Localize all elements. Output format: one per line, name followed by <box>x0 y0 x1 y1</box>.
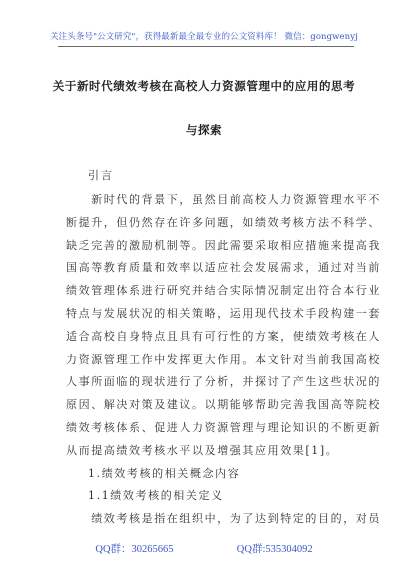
paragraph-line: 人事所面临的现状进行了分析，并探讨了产生这些状况的 <box>66 375 381 389</box>
paragraph-line: 原因、解决对策及建议。以期能够帮助完善我国高等院校 <box>66 398 381 412</box>
section-1-1-heading: 1.1绩效考核的相关定义 <box>88 489 224 503</box>
paragraph-line: 绩效考核是指在组织中，为了达到特定的目的，对员 <box>66 512 381 526</box>
footer-qq-group-2: QQ群:535304092 <box>236 544 313 555</box>
paragraph-line: 从而提高绩效考核水平以及增强其应用效果[1]。 <box>66 443 339 457</box>
paragraph-line: 适合高校自身特点且具有可行性的方案，使绩效考核在人 <box>66 329 381 343</box>
paragraph-line: 特点与发展状况的相关策略，运用现代技术手段构建一套 <box>66 306 381 320</box>
paragraph-line: 断提升，但仍然存在许多问题，如绩效考核方法不科学、 <box>66 215 381 229</box>
paragraph-line: 绩效考核体系、促进人力资源管理与理论知识的不断更新 <box>66 420 381 434</box>
intro-heading: 引言 <box>88 169 114 182</box>
document-title-line-1: 关于新时代绩效考核在高校人力资源管理中的应用的思考 <box>52 79 356 93</box>
paragraph-line: 国高等教育质量和效率以适应社会发展需求，通过对当前 <box>66 261 381 275</box>
intro-paragraph <box>66 189 381 531</box>
header-divider <box>58 46 354 47</box>
document-title-line-2: 与探索 <box>185 123 223 137</box>
paragraph-line: 力资源管理工作中发挥更大作用。本文针对当前我国高校 <box>66 352 381 366</box>
paragraph-line: 绩效管理体系进行研究并结合实际情况制定出符合本行业 <box>66 284 381 298</box>
paragraph-line: 新时代的背景下，虽然目前高校人力资源管理水平不 <box>66 193 381 206</box>
header-banner: 关注头条号"公文研究"，获得最新最全最专业的公文资料库！ 微信：gongwenyj <box>50 32 358 42</box>
section-1-heading: 1.绩效考核的相关概念内容 <box>88 466 241 480</box>
paragraph-line: 缺乏完善的激励机制等。因此需要采取相应措施来提高我 <box>66 238 381 252</box>
footer <box>0 541 408 556</box>
footer-qq-group-1: QQ群：30265665 <box>95 544 174 555</box>
